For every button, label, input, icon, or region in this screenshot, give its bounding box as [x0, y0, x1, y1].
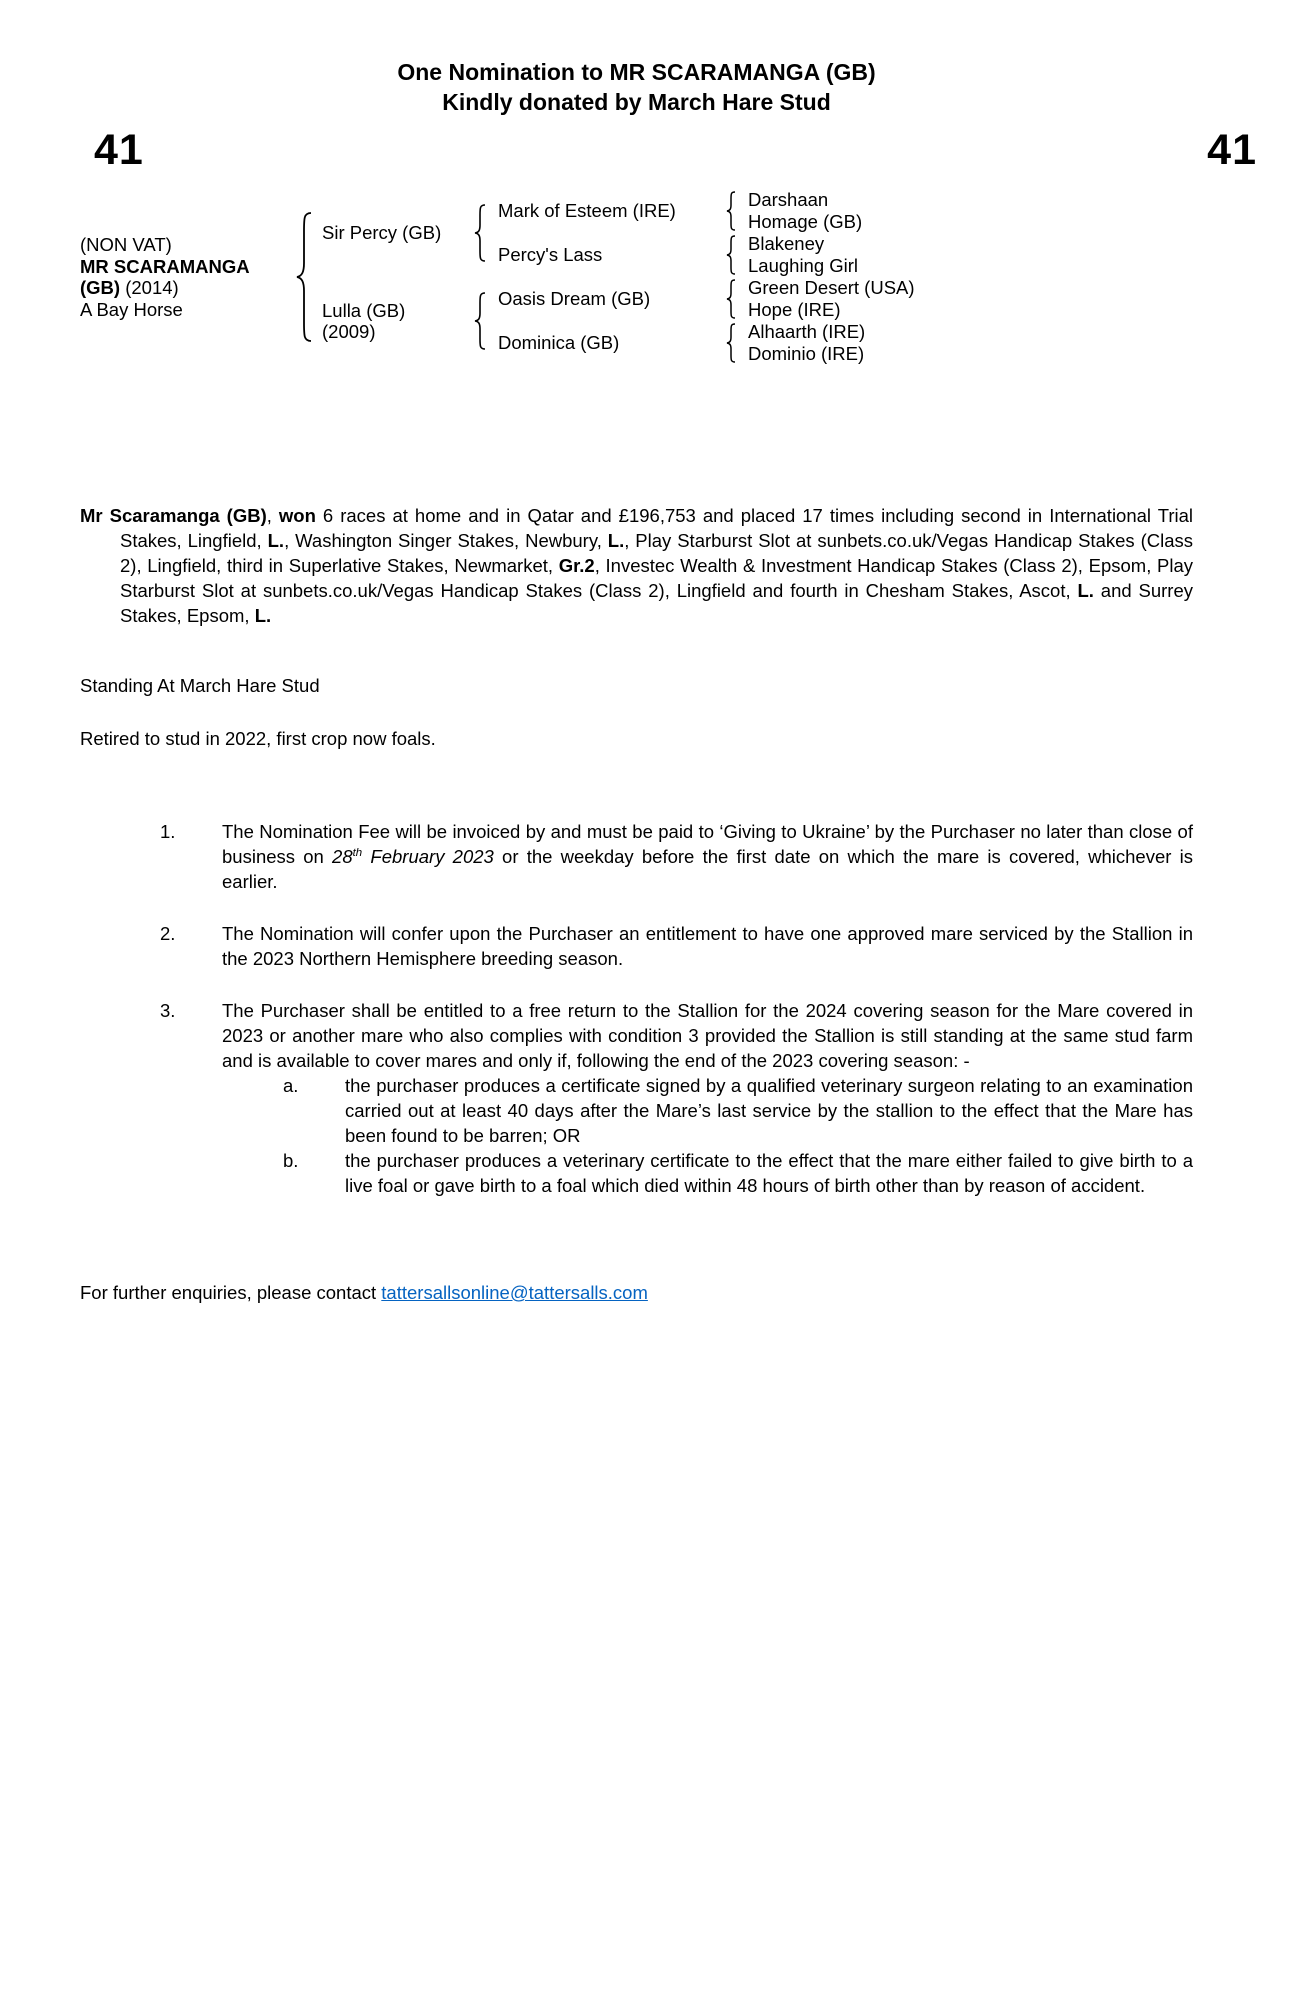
lot-number-right: 41 — [1207, 126, 1257, 174]
brace-medium-icon — [474, 204, 486, 262]
subject-description: A Bay Horse — [80, 298, 183, 320]
sire-branch — [312, 189, 915, 277]
condition-text: The Nomination will confer upon the Purchaser an entitlement to have one approved mare serviced by the Stallion in the 2023 Northern Hemisphere breeding season. — [222, 923, 1193, 969]
contact-line: For further enquiries, please contact tattersallsonline@tattersalls.com — [80, 1282, 648, 1303]
pedigree-parents-column — [312, 189, 915, 365]
great-grandparent-name: Hope (IRE) — [748, 299, 841, 320]
great-grandparent-name: Dominio (IRE) — [748, 343, 865, 364]
sub-item-text: the purchaser produces a veterinary certificate to the effect that the mare either failed to give birth to a live foal or gave birth to a foal which died within 48 hours of birth other than by reason of accident. — [345, 1150, 1193, 1196]
email-link[interactable]: tattersallsonline@tattersalls.com — [381, 1282, 648, 1303]
brace-small-icon — [726, 235, 736, 275]
condition-body — [222, 998, 1193, 1198]
grandparent-name: Percy's Lass — [498, 244, 603, 265]
header-title-line1: One Nomination to MR SCARAMANGA (GB) — [397, 59, 876, 85]
great-grandparent-name: Blakeney — [748, 233, 825, 254]
header-title-line2: Kindly donated by March Hare Stud — [442, 89, 831, 115]
brace-small-icon — [726, 191, 736, 231]
condition-number: 2. — [160, 923, 176, 944]
great-grandparent-pair — [736, 277, 915, 321]
dam-name-line: Lulla (GB) — [322, 299, 406, 321]
page-content — [80, 0, 1257, 1305]
condition-text: The Nomination Fee will be invoiced by and must be paid to ‘Giving to Ukraine’ by the Purchaser no later than close of business on 28th February 2023 or the weekday before the first date on which the mare is covered, whichever is earlier. — [222, 821, 1194, 892]
sire-name: Sir Percy (GB) — [322, 222, 442, 244]
grandparent-name: Mark of Esteem (IRE) — [498, 200, 676, 221]
dam-grandparents — [486, 277, 915, 365]
condition-body — [222, 819, 1193, 894]
great-grandparent-name: Homage (GB) — [748, 211, 863, 232]
subject-name: MR SCARAMANGA — [80, 255, 250, 277]
retired-line: Retired to stud in 2022, first crop now foals. — [80, 728, 436, 749]
condition-body — [222, 921, 1193, 971]
pedigree-subject — [80, 234, 296, 320]
brace-large-icon — [296, 211, 312, 343]
dam-year: (2009) — [322, 321, 376, 342]
condition-sub-item-a — [222, 1073, 1193, 1148]
sub-item-letter: b. — [283, 1150, 299, 1171]
race-record-paragraph: Mr Scaramanga (GB), won 6 races at home and in Qatar and £196,753 and placed 17 times including second in International Trial Stakes, Lingfield, L., Washington Singer Stakes, Newbury, L., Play Starburst Slot at sunbets.co.uk/Vegas Handicap Stakes (Class 2), Lingfield, third in Superlative Stakes, Newmarket, Gr.2, Investec Wealth & Investment Handicap Stakes (Class 2), Epsom, Play Starburst Slot at sunbets.co.uk/Vegas Handicap Stakes (Class 2), Lingfield and fourth in Chesham Stakes, Ascot, L. and Surrey Stakes, Epsom, L. — [80, 505, 1193, 626]
standing-line: Standing At March Hare Stud — [80, 675, 320, 696]
great-grandparent-name: Laughing Girl — [748, 255, 859, 276]
pedigree-table — [80, 189, 1193, 365]
grandparent-branch — [486, 321, 915, 365]
sub-item-letter: a. — [283, 1075, 299, 1096]
sub-item-text: the purchaser produces a certificate signed by a qualified veterinary surgeon relating to an examination carried out at least 40 days after the Mare’s last service by the stallion to the effect that the Mare has been found to be barren; OR — [345, 1075, 1193, 1146]
condition-item-1 — [80, 819, 1193, 894]
great-grandparent-name: Green Desert (USA) — [748, 277, 915, 298]
brace-small-icon — [726, 323, 736, 363]
grandparent-name: Oasis Dream (GB) — [498, 288, 651, 309]
lot-number-row — [80, 126, 1257, 174]
condition-sub-item-b — [222, 1148, 1193, 1198]
condition-number: 3. — [160, 1000, 176, 1021]
great-grandparent-name: Darshaan — [748, 189, 829, 210]
great-grandparent-pair — [736, 189, 862, 233]
dam-name — [312, 300, 474, 343]
great-grandparent-pair — [736, 321, 865, 365]
condition-item-2 — [80, 921, 1193, 971]
condition-number: 1. — [160, 821, 176, 842]
lot-number-left: 41 — [94, 126, 144, 174]
grandparent-name: Dominica (GB) — [498, 332, 620, 353]
grandparent-branch — [486, 277, 915, 321]
grandparent-branch — [486, 189, 862, 233]
sire-grandparents — [486, 189, 862, 277]
page-header — [80, 0, 1193, 117]
vat-note: (NON VAT) — [80, 234, 172, 255]
brace-medium-icon — [474, 292, 486, 350]
conditions-list — [80, 819, 1193, 1198]
great-grandparent-pair — [736, 233, 858, 277]
brace-small-icon — [726, 279, 736, 319]
subject-name-suffix: (GB) (2014) — [80, 277, 179, 298]
dam-branch — [312, 277, 915, 365]
grandparent-branch — [486, 233, 862, 277]
great-grandparent-name: Alhaarth (IRE) — [748, 321, 866, 342]
condition-text: The Purchaser shall be entitled to a free return to the Stallion for the 2024 covering season for the Mare covered in 2023 or another mare who also complies with condition 3 provided the Stallion is still standing at the same stud farm and is available to cover mares and only if, following the end of the 2023 covering season: - — [222, 1000, 1193, 1071]
condition-item-3 — [80, 998, 1193, 1198]
